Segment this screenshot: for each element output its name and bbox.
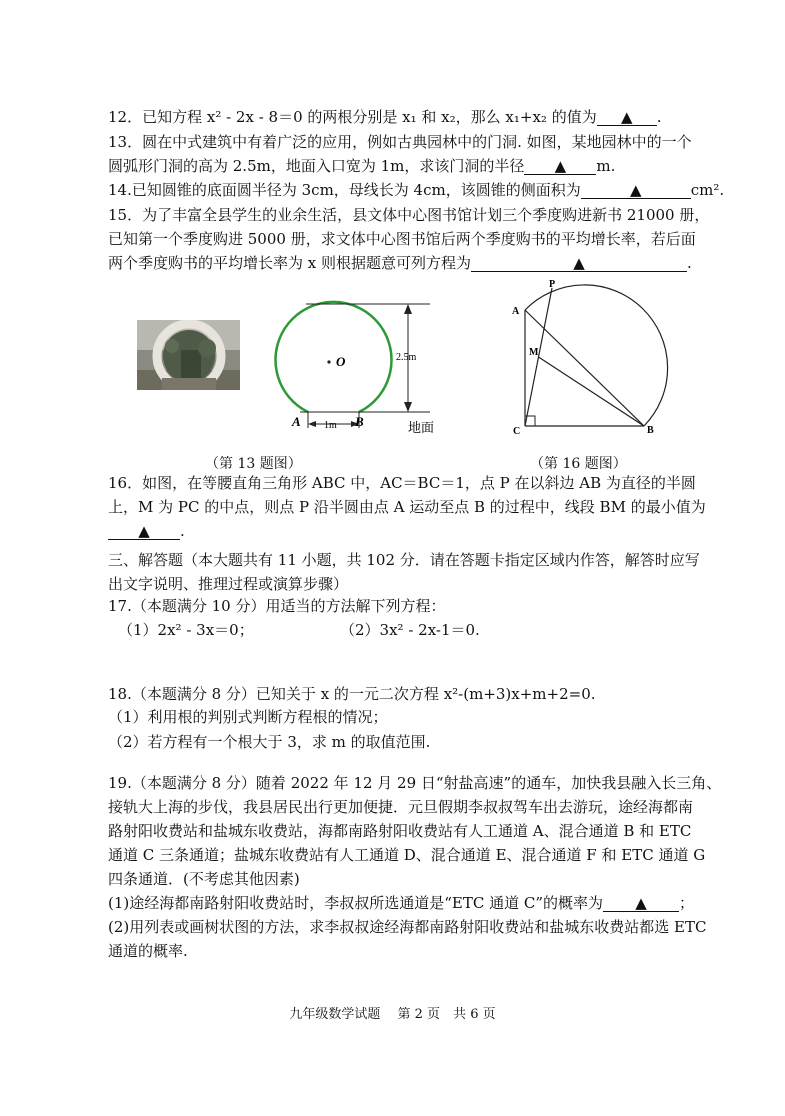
q13-text: 圆弧形门洞的高为 2.5m，地面入口宽为 1m，求该门洞的半径 — [108, 157, 525, 175]
semicircle — [525, 285, 668, 426]
q19-part1-end: ； — [679, 894, 695, 912]
figure-16 — [505, 278, 675, 443]
fig13-caption: （第 13 题图） — [205, 456, 302, 472]
height-arrow-down — [404, 402, 412, 412]
segment-bm — [539, 357, 645, 426]
q17-part1: （1）2x² - 3x＝0； — [118, 621, 254, 639]
q14-unit: cm². — [690, 181, 725, 199]
q15-line3 — [108, 253, 692, 273]
q18-part1: （1）利用根的判别式判断方程根的情况； — [108, 708, 388, 726]
figure-13 — [270, 290, 440, 440]
fig16-label-p: P — [549, 279, 556, 290]
center-label: O — [336, 354, 346, 369]
q12-answer-blank: ▲ — [597, 109, 657, 126]
q19-line3: 路射阳收费站和盐城东收费站，海都南路射阳收费站有人工通道 A、混合通道 B 和 ETC — [108, 822, 692, 840]
point-a-label: A — [292, 414, 301, 429]
width-arrow-left — [308, 421, 316, 427]
fig16-label-b: B — [647, 425, 654, 436]
q16-line3 — [108, 521, 185, 541]
height-arrow-up — [404, 304, 412, 314]
point-b-label: B — [355, 414, 364, 429]
q18-title: 18.（本题满分 8 分）已知关于 x 的一元二次方程 x²-(m+3)x+m+2=0. — [108, 685, 596, 703]
q16-line2: 上，M 为 PC 的中点，则点 P 沿半圆由点 A 运动至点 B 的过程中，线段 BM 的最小值为 — [108, 498, 706, 516]
q19-line2: 接轨大上海的步伐，我县居民出行更加便捷．元旦假期李叔叔驾车出去游玩，途经海都南 — [108, 798, 694, 816]
width-label: 1m — [324, 420, 337, 431]
q14-line — [108, 180, 724, 200]
q16-answer-blank: ▲ — [108, 523, 180, 540]
fig16-label-c: C — [513, 426, 521, 437]
q12-text: 的两根分别是 x₁ 和 x₂，那么 x₁+x₂ 的值为 — [302, 108, 597, 126]
segment-ab — [525, 310, 644, 426]
q15-line1: 15．为了丰富全县学生的业余生活，县文体中心图书馆计划三个季度购进新书 21000 册， — [108, 206, 710, 224]
q14-text: 14.已知圆锥的底面圆半径为 3cm，母线长为 4cm，该圆锥的侧面积为 — [108, 181, 581, 199]
q13-unit: m. — [596, 157, 616, 175]
q13-line1: 13．圆在中式建筑中有着广泛的应用，例如古典园林中的门洞. 如图，某地园林中的一个 — [108, 133, 692, 151]
center-point — [327, 360, 330, 363]
section3-heading-cont: 出文字说明、推理过程或演算步骤） — [108, 575, 349, 593]
q19-line1: 19.（本题满分 8 分）随着 2022 年 12 月 29 日“射盐高速”的通车，加快我县融入长三角、 — [108, 774, 722, 792]
q19-line5: 四条通道．(不考虑其他因素) — [108, 870, 300, 888]
q19-answer-blank: ▲ — [603, 895, 679, 912]
fig16-label-m: M — [529, 347, 539, 358]
q13-line2 — [108, 156, 615, 176]
moon-gate-photo — [137, 320, 240, 390]
q19-part2-line2: 通道的概率. — [108, 942, 188, 960]
q17-title: 17.（本题满分 10 分）用适当的方法解下列方程： — [108, 597, 446, 615]
q16-end: . — [180, 522, 185, 540]
q15-answer-blank: ▲ — [471, 255, 687, 272]
q19-part1-text: (1)途经海都南路射阳收费站时，李叔叔所选通道是“ETC 通道 C”的概率为 — [108, 894, 604, 912]
q15-text: 两个季度购书的平均增长率为 x 则根据题意可列方程为 — [108, 254, 471, 272]
section3-heading: 三、解答题（本大题共有 11 小题，共 102 分．请在答题卡指定区域内作答，解答时应写 — [108, 551, 700, 569]
q16-line1: 16．如图，在等腰直角三角形 ABC 中，AC＝BC＝1，点 P 在以斜边 AB 为直径的半圆 — [108, 474, 696, 492]
q13-answer-blank: ▲ — [524, 158, 596, 175]
fig16-caption: （第 16 题图） — [530, 456, 627, 472]
door-arc — [276, 302, 392, 412]
q12-pre: 12．已知方程 — [108, 108, 207, 126]
q12-equation: x² - 2x - 8＝0 — [206, 108, 303, 126]
q14-answer-blank: ▲ — [581, 182, 691, 199]
height-label: 2.5m — [396, 352, 417, 363]
q12-end: . — [656, 108, 662, 126]
q15-line2: 已知第一个季度购进 5000 册，求文体中心图书馆后两个季度购书的平均增长率，若后面 — [108, 230, 696, 248]
page-footer: 九年级数学试题 第 2 页 共 6 页 — [289, 1007, 496, 1022]
q19-line4: 通道 C 三条通道；盐城东收费站有人工通道 D、混合通道 E、混合通道 F 和 ETC 通道 G — [108, 846, 706, 864]
fig16-label-a: A — [512, 306, 520, 317]
q19-part2-line1: (2)用列表或画树状图的方法，求李叔叔途经海都南路射阳收费站和盐城东收费站都选 ETC — [108, 918, 707, 936]
ground-label: 地面 — [408, 420, 435, 435]
q18-part2: （2）若方程有一个根大于 3，求 m 的取值范围. — [108, 733, 431, 751]
q17-part2: （2）3x² - 2x-1＝0. — [340, 621, 480, 639]
q15-end: . — [687, 254, 692, 272]
q12-line — [108, 107, 662, 127]
q19-part1 — [108, 893, 694, 913]
